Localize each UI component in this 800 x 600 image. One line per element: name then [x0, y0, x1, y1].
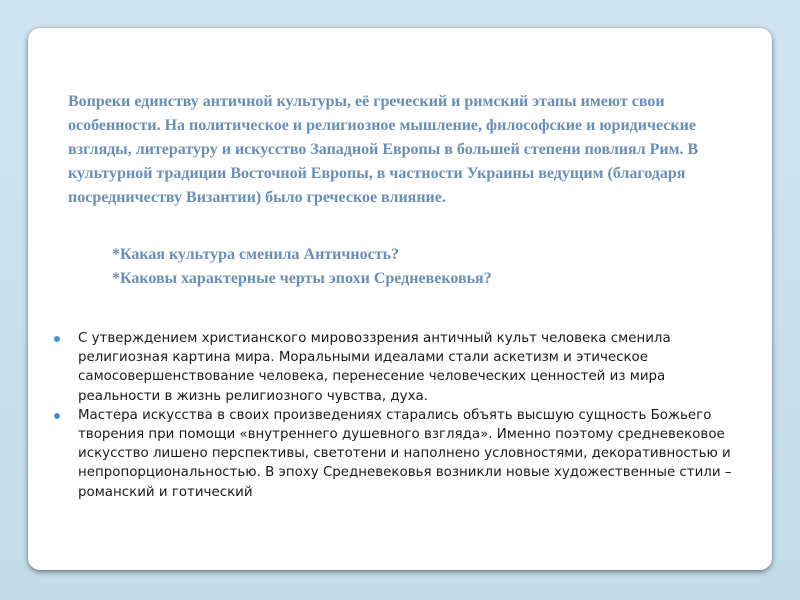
intro-paragraph: Вопреки единству античной культуры, её греческий и римский этапы имеют свои особенности. На политическое и религиозное мышление, философские и юридические взгляды, литературу и искусство Западной Европы в большей степени повлиял Рим. В культурной традиции Восточной Европы, в частности Украины ведущим (благодаря посредничеству Византии) было греческое влияние.	[68, 93, 699, 206]
question-2: *Каковы характерные черты эпохи Средневековья?	[112, 270, 492, 287]
bullet-text: Мастера искусства в своих произведениях старались объять высшую сущность Божьего творения при помощи «внутреннего душевного взгляда». Именно поэтому средневековое искусство лишено перспективы, светотени и наполнено условностями, декоративностью и непропорциональностью. В эпоху Средневековья возникли новые художественные стили – романский и готический	[78, 407, 732, 500]
slide-card	[28, 28, 772, 570]
questions-block	[112, 243, 732, 291]
list-item	[54, 329, 734, 406]
question-1: *Какая культура сменила Античность?	[112, 246, 400, 263]
bullet-list	[54, 329, 734, 502]
bullet-dot-icon	[54, 336, 60, 342]
list-item	[54, 406, 734, 502]
bullet-dot-icon	[54, 413, 60, 419]
bullet-text: С утверждением христианского мировоззрения античный культ человека сменила религиозная картина мира. Моральными идеалами стали аскетизм и этическое самосовершенствование человека, перенесение человеческих ценностей из мира реальности в жизнь религиозного чувства, духа.	[78, 331, 671, 404]
